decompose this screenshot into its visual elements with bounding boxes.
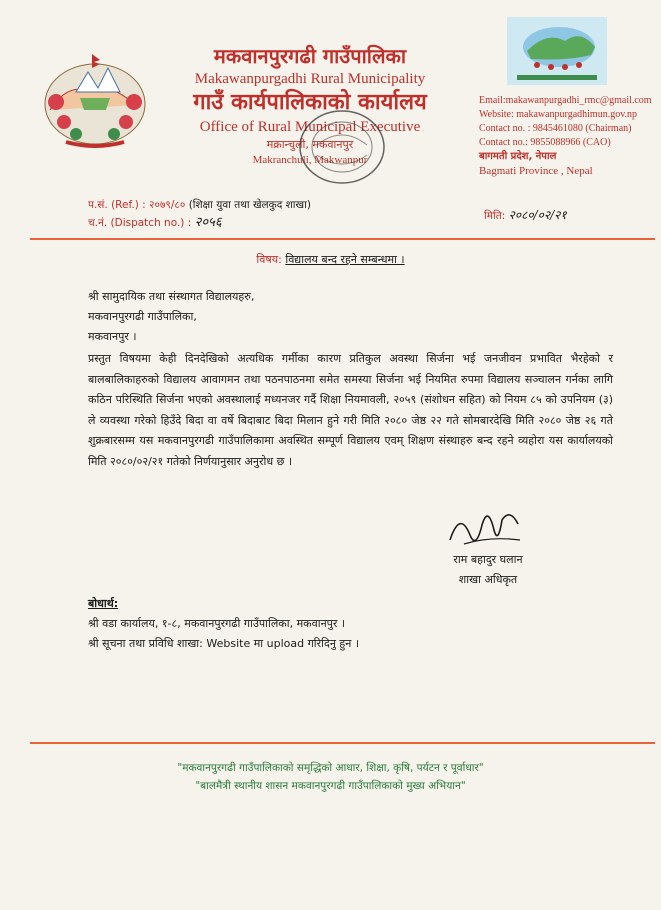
municipality-name-np: मकवानपुरगढी गाउँपालिका [213, 44, 407, 68]
ref-label: प.सं. (Ref.) : २०७९/८० [88, 199, 186, 211]
ref-section: (शिक्षा युवा तथा खेलकुद शाखा) [188, 199, 311, 211]
date-value: २०८०/०२/२१ [508, 208, 567, 222]
date-label: मिति: [484, 210, 506, 222]
subject-label: विषय: [256, 253, 282, 266]
nepal-emblem-icon [36, 50, 154, 150]
reference-block [88, 196, 311, 232]
contact-cao: Contact no.: 9855088966 (CAO) [479, 137, 611, 148]
place-np: मक्रान्चुली, मकवानपुर [266, 138, 354, 151]
cc-block [88, 594, 359, 654]
signatory-name: राम बहादुर घलान [453, 553, 523, 566]
province-np: बागमती प्रदेश, नेपाल [479, 151, 557, 162]
motto-line-1: "मकवानपुरगढी गाउँपालिकाको समृद्धिको आधार, शिक्षा, कृषि, पर्यटन र पूर्वाधार" [177, 762, 484, 774]
website-text: Website: makawanpurgadhimun.gov.np [479, 109, 638, 120]
header-divider [30, 238, 655, 240]
email-text: Email:makawanpurgadhi_rmc@gmail.com [479, 95, 652, 106]
address-line-2: मकवानपुरगढी गाउँपालिका, [88, 310, 197, 323]
cc-item-2: श्री सूचना तथा प्रविधि शाखा: Website मा upload गरिदिनु हुन । [88, 637, 360, 650]
signatory-title: शाखा अधिकृत [458, 573, 518, 586]
letter-body: प्रस्तुत विषयमा केही दिनदेखिको अत्यधिक गर्मीका कारण प्रतिकुल अवस्था सिर्जना भई जनजीवन प्रभावित भैरहेको र बालबालिकाहरुको विद्यालय आवागमन तथा पठनपाठनमा समेत समस्या सिर्जना भई नियमित रुपमा विद्यालय सञ्चालन गर्नका लागि कठिन परिस्थिति सिर्जना भएको अवस्थालाई मध्यनजर गर्दै शिक्षा नियमावली, २०५९ (संशोधन सहित) को नियम ८५ को उपनियम (३) ले व्यवस्था गरेको हिउँदे बिदा वा वर्षे बिदाबाट बिदा मिलान हुने गरी मिति २०८० जेष्ठ २२ गते सोमबारदेखि मिति २०८० जेष्ठ २६ गते शुक्रबारसम्म यस मकवानपुरगढी गाउँपालिकामा अवस्थित सम्पूर्ण विद्यालय एवम् शिक्षण संस्थाहरु बन्द रहने व्यहोरा यस कार्यालयको मिति २०८०/०२/२१ गतेको निर्णयानुसार अनुरोध छ । [88, 352, 613, 468]
dispatch-label: च.नं. (Dispatch no.) : [88, 217, 192, 229]
contact-chairman: Contact no. : 9845461080 (Chairman) [479, 123, 632, 134]
office-name-np: गाउँ कार्यपालिकाको कार्यालय [193, 90, 427, 115]
office-stamp-icon [295, 105, 390, 190]
municipality-logo-icon [507, 17, 607, 85]
cc-label: बोधार्थ: [88, 597, 119, 610]
contact-block [479, 94, 659, 178]
address-line-1: श्री सामुदायिक तथा संस्थागत विद्यालयहरु, [88, 290, 255, 303]
cc-item-1: श्री वडा कार्यालय, १-८, मकवानपुरगढी गाउँपालिका, मकवानपुर । [88, 617, 346, 630]
office-name-en: Office of Rural Municipal Executive [199, 119, 421, 135]
province-en: Bagmati Province , Nepal [479, 165, 593, 177]
footer-motto [0, 759, 661, 795]
subject-line [0, 252, 661, 267]
municipality-name-en: Makawanpurgadhi Rural Municipality [194, 71, 426, 87]
motto-line-2: "बालमैत्री स्थानीय शासन मकवानपुरगढी गाउँपालिकाको मुख्य अभियान" [195, 780, 466, 792]
address-line-3: मकवानपुर । [88, 330, 137, 343]
subject-text: विद्यालय बन्द रहने सम्बन्धमा । [285, 253, 405, 266]
footer-divider [30, 742, 655, 744]
dispatch-number: २०५६ [194, 215, 222, 230]
date-block [484, 206, 567, 223]
signatory-block [433, 550, 543, 590]
place-en: Makranchuli, Makwanpur [252, 154, 368, 166]
recipient-address [88, 287, 254, 347]
